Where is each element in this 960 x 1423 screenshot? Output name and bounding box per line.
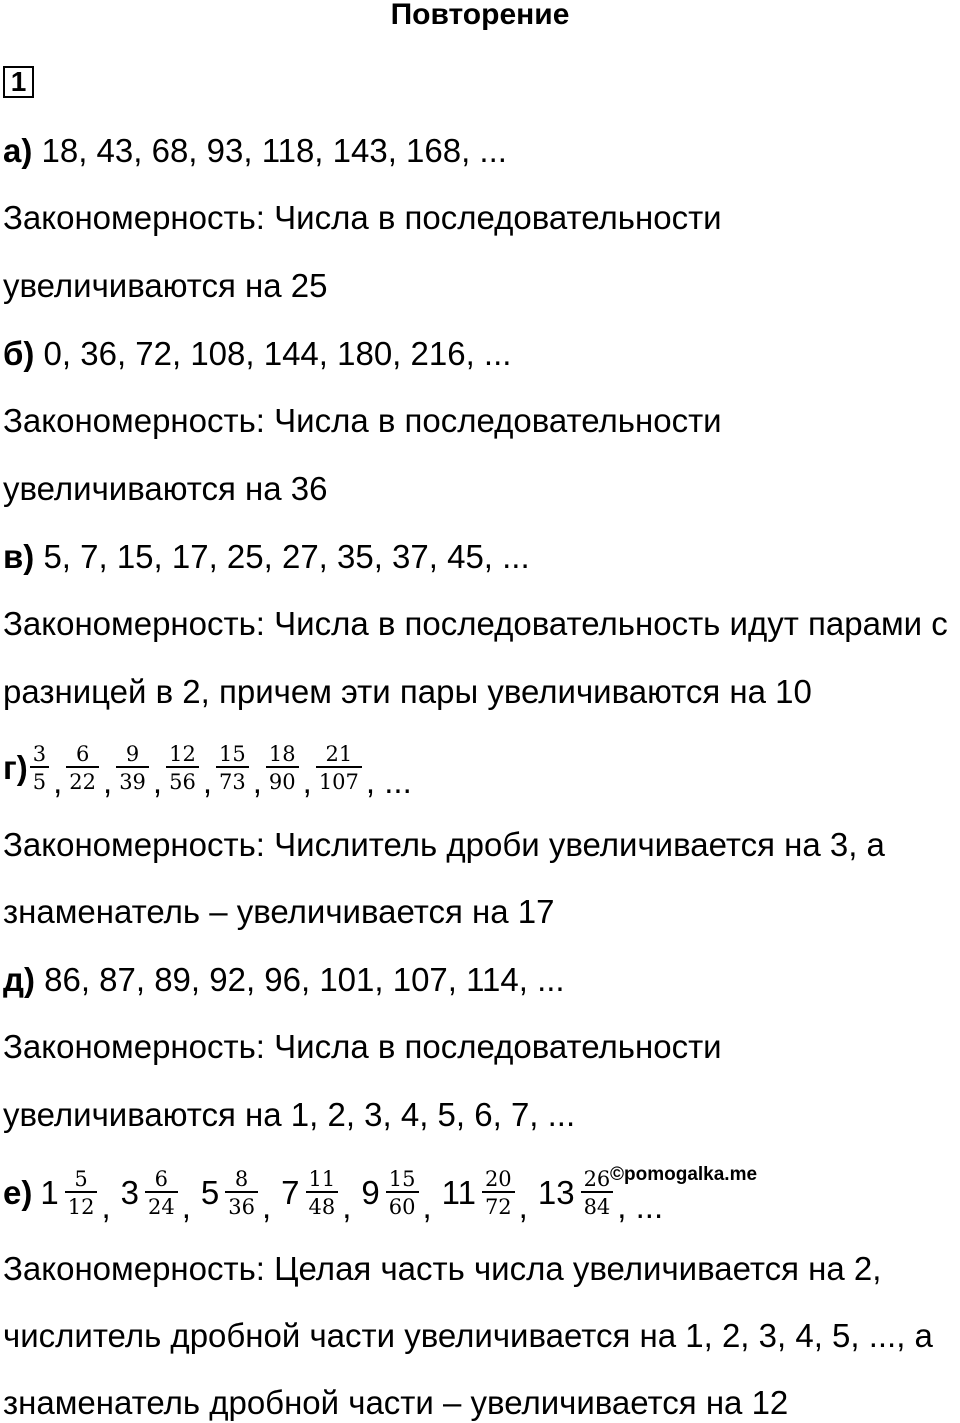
fraction	[266, 742, 299, 794]
numerator: 11	[308, 1167, 336, 1191]
comma: ,	[202, 763, 212, 800]
item-g-rule-2: знаменатель – увеличивается на 17	[3, 893, 555, 930]
comma: ,	[103, 763, 113, 800]
page-title: Повторение	[390, 0, 570, 31]
item-b-sequence	[3, 334, 511, 374]
item-a-sequence	[3, 131, 507, 171]
whole-part: 13	[537, 1174, 575, 1211]
numerator: 26	[583, 1167, 611, 1191]
whole-part: 11	[441, 1174, 476, 1211]
comma: ,	[518, 1188, 528, 1225]
fraction	[216, 742, 249, 794]
whole-part: 3	[120, 1174, 139, 1211]
fraction	[30, 742, 49, 794]
item-e-rule-2: числитель дробной части увеличивается на 1, 2, 3, 4, 5, ..., а	[3, 1317, 933, 1354]
numerator: 12	[169, 742, 196, 766]
item-b-rule-1: Закономерность: Числа в последовательности	[3, 402, 722, 439]
numerator: 8	[234, 1167, 249, 1191]
numerator: 15	[219, 742, 246, 766]
fraction	[581, 1167, 614, 1219]
item-g-rule-1: Закономерность: Числитель дроби увеличивается на 3, а	[3, 826, 885, 863]
ellipsis: , ...	[617, 1188, 664, 1225]
fraction	[482, 1167, 515, 1219]
fraction	[386, 1167, 419, 1219]
numerator: 6	[75, 742, 90, 766]
item-g-sequence	[3, 733, 414, 803]
exercise-number: 1	[3, 66, 34, 98]
numerator: 5	[74, 1167, 88, 1191]
item-d-rule-1: Закономерность: Числа в последовательности	[3, 1028, 722, 1065]
numerator: 15	[388, 1167, 416, 1191]
item-e-rule-1: Закономерность: Целая часть числа увеличивается на 2,	[3, 1250, 882, 1287]
fraction	[316, 742, 362, 794]
comma: ,	[152, 763, 163, 800]
item-a-rule-1: Закономерность: Числа в последовательности	[3, 199, 722, 236]
whole-part: 1	[40, 1174, 59, 1211]
denominator: 39	[116, 766, 149, 794]
item-v-rule-2: разницей в 2, причем эти пары увеличиваются на 10	[3, 673, 812, 710]
denominator: 60	[386, 1191, 419, 1219]
item-d-seq: 86, 87, 89, 92, 96, 101, 107, 114, ...	[44, 961, 565, 998]
denominator: 12	[65, 1191, 98, 1219]
item-a-label: а)	[3, 132, 33, 169]
item-d-sequence	[3, 960, 565, 1000]
item-d-label: д)	[3, 961, 35, 998]
whole-part: 7	[281, 1174, 300, 1211]
numerator: 9	[125, 742, 140, 766]
comma: ,	[53, 763, 63, 800]
fraction	[65, 1167, 98, 1219]
denominator: 73	[216, 766, 249, 794]
comma: ,	[101, 1188, 111, 1225]
denominator: 24	[145, 1191, 178, 1219]
item-v-seq: 5, 7, 15, 17, 25, 27, 35, 37, 45, ...	[43, 538, 530, 575]
item-d-rule-2: увеличиваются на 1, 2, 3, 4, 5, 6, 7, ...	[3, 1096, 576, 1133]
fraction	[306, 1167, 339, 1219]
denominator: 84	[581, 1191, 614, 1219]
denominator: 90	[266, 766, 299, 794]
numerator: 21	[325, 742, 353, 766]
comma: ,	[422, 1188, 432, 1225]
whole-part: 5	[200, 1174, 220, 1211]
fraction	[116, 742, 149, 794]
denominator: 48	[306, 1191, 339, 1219]
denominator: 72	[482, 1191, 515, 1219]
item-e-rule-3: знаменатель дробной части – увеличивается на 12	[3, 1384, 789, 1421]
numerator: 6	[154, 1167, 169, 1191]
item-b-rule-2: увеличиваются на 36	[3, 470, 328, 507]
comma: ,	[342, 1188, 352, 1225]
item-v-sequence	[3, 537, 530, 577]
fraction	[66, 742, 99, 794]
item-v-label: в)	[3, 538, 35, 575]
watermark: ©pomogalka.me	[610, 1164, 758, 1185]
item-g-label: г)	[3, 749, 28, 786]
ellipsis: , ...	[365, 763, 412, 800]
comma: ,	[181, 1188, 191, 1225]
comma: ,	[302, 763, 312, 800]
item-v-rule-1: Закономерность: Числа в последовательность идут парами с	[3, 605, 948, 642]
item-e-sequence	[3, 1158, 665, 1228]
item-a-seq: 18, 43, 68, 93, 118, 143, 168, ...	[41, 132, 507, 169]
item-e-label: е)	[3, 1174, 33, 1211]
denominator: 56	[166, 766, 199, 794]
numerator: 3	[32, 742, 47, 766]
numerator: 18	[268, 742, 296, 766]
fraction	[225, 1167, 258, 1219]
denominator: 22	[66, 766, 99, 794]
comma: ,	[252, 763, 262, 800]
denominator: 5	[30, 766, 49, 794]
denominator: 107	[316, 766, 362, 794]
item-b-label: б)	[3, 335, 35, 372]
numerator: 20	[484, 1167, 512, 1191]
fraction	[145, 1167, 178, 1219]
comma: ,	[261, 1188, 272, 1225]
whole-part: 9	[361, 1174, 380, 1211]
item-b-seq: 0, 36, 72, 108, 144, 180, 216, ...	[43, 335, 512, 372]
item-a-rule-2: увеличиваются на 25	[3, 267, 328, 304]
denominator: 36	[225, 1191, 258, 1219]
fraction	[166, 742, 199, 794]
